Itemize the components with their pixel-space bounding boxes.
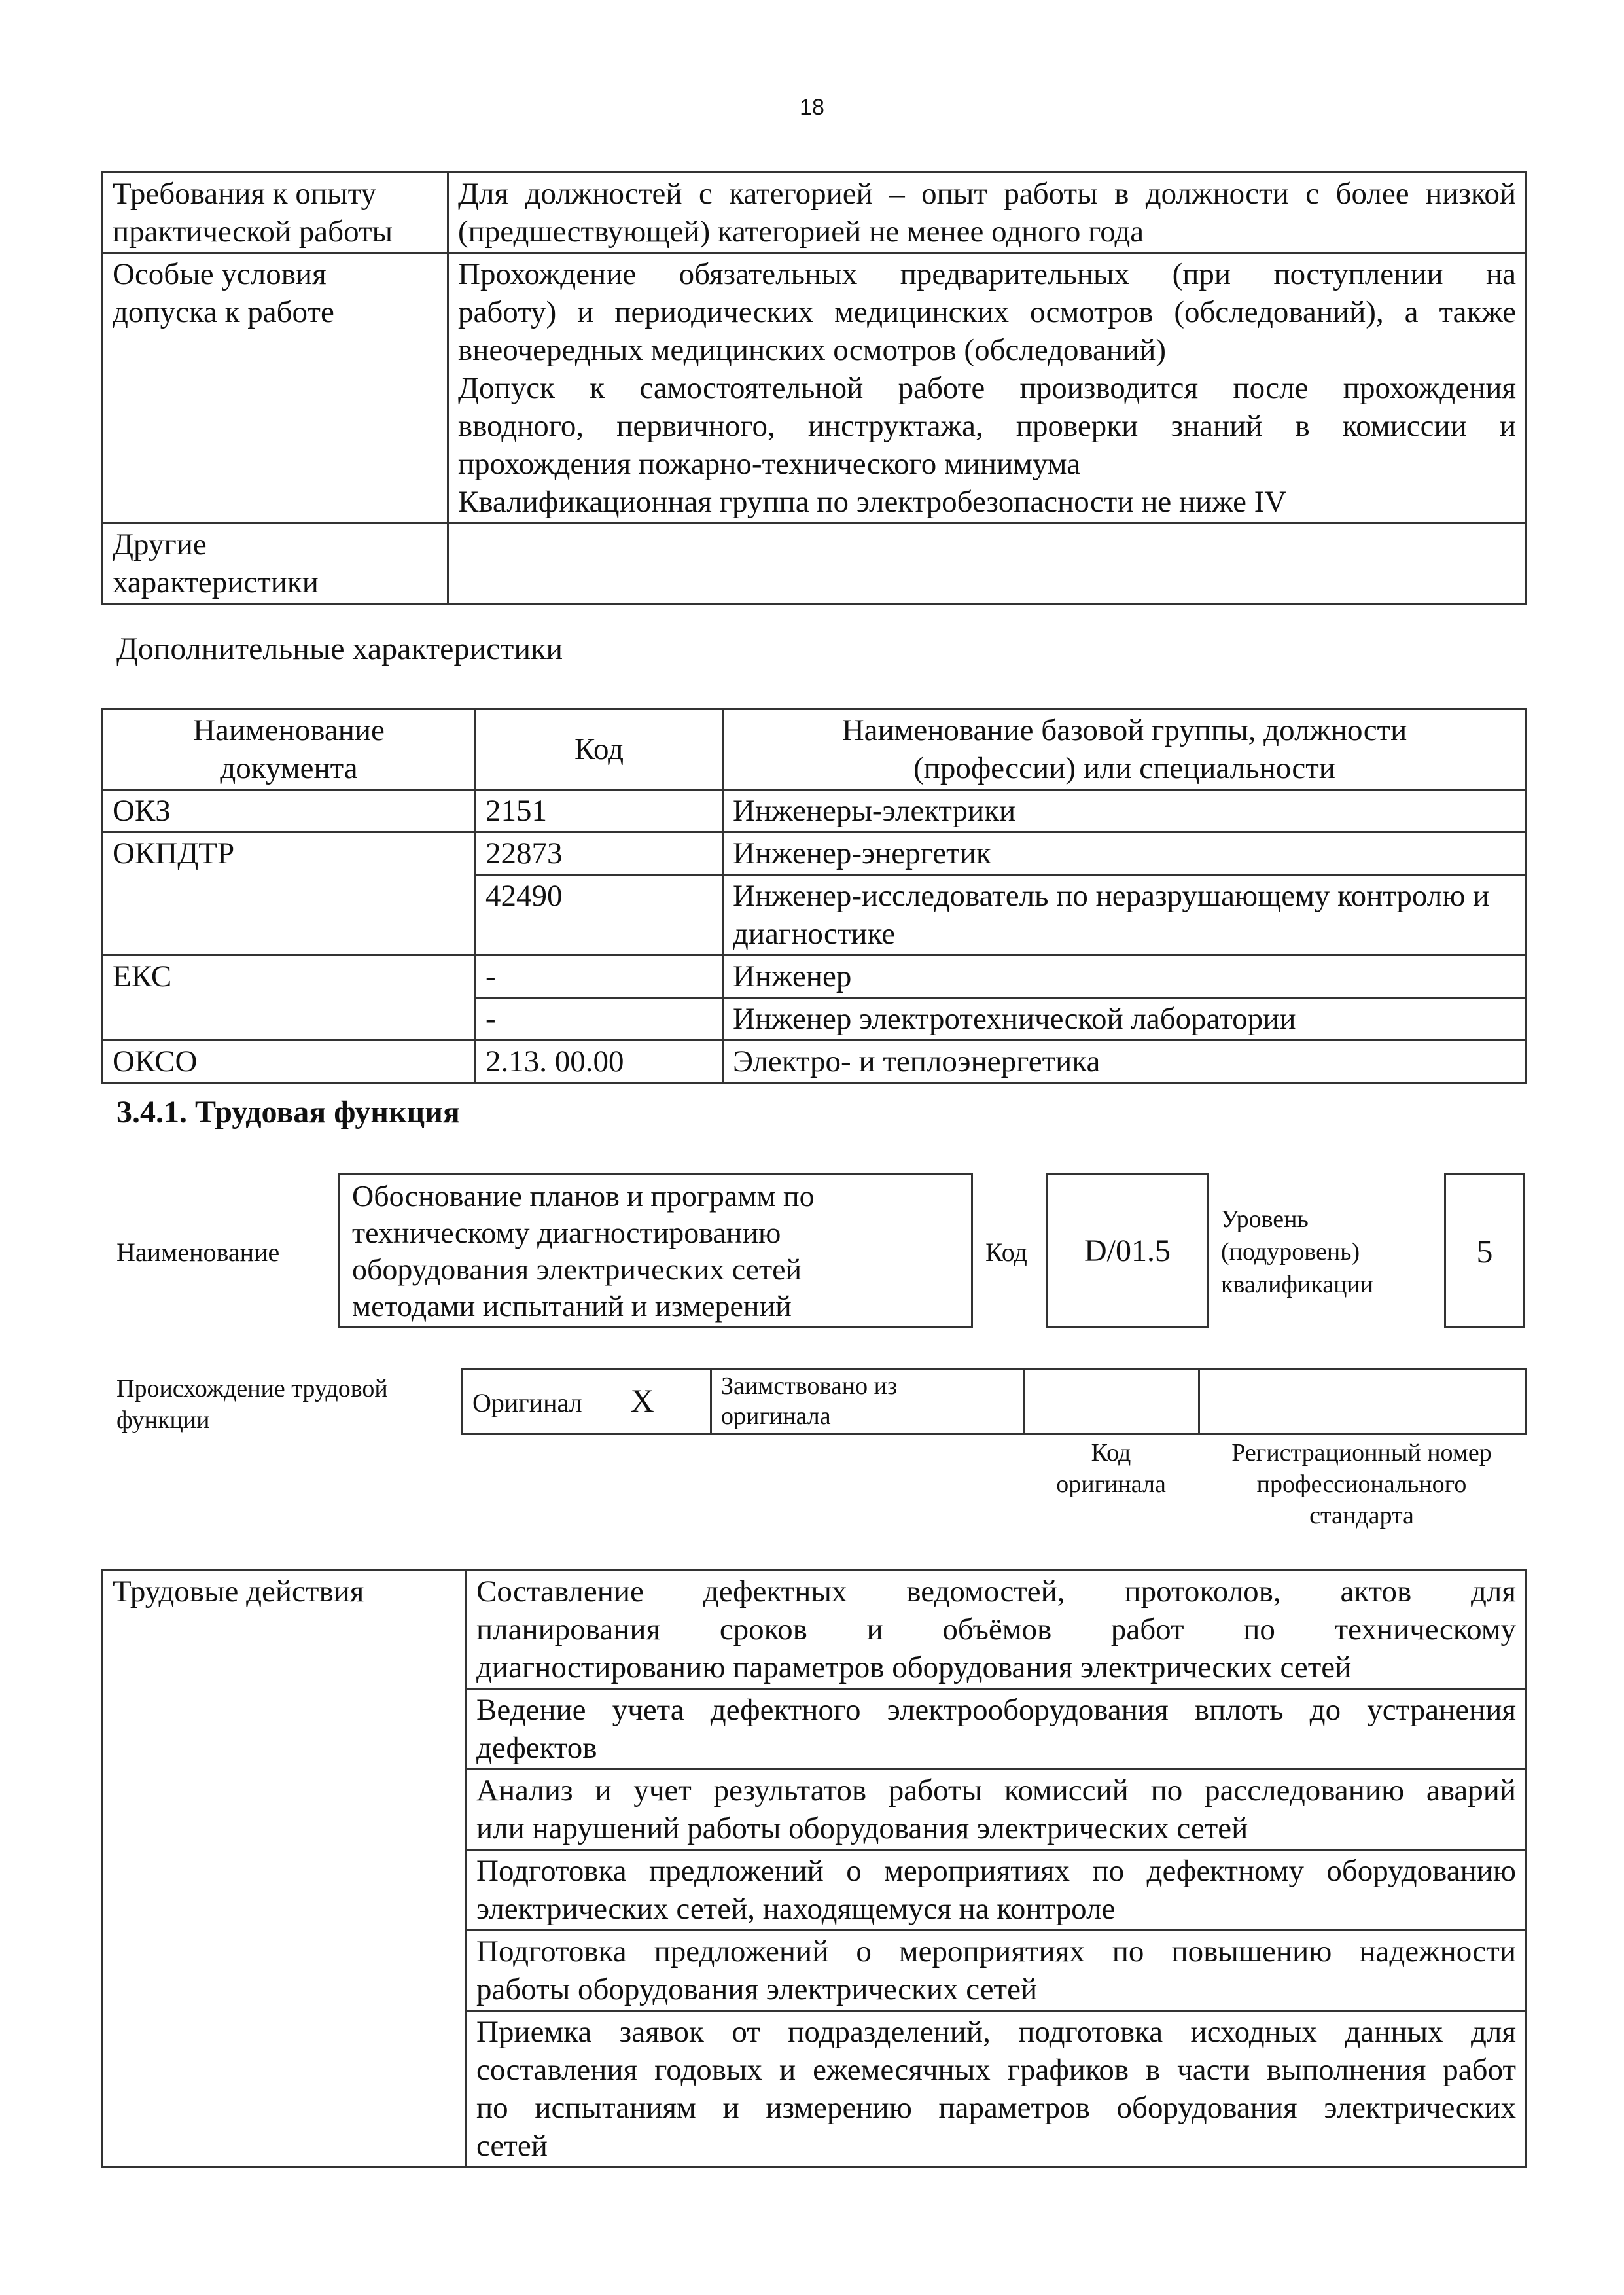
code-label: Код: [985, 1237, 1027, 1267]
cell-code: 42490: [476, 875, 723, 955]
code-box: [1046, 1173, 1209, 1328]
cell-code: 2.13. 00.00: [476, 1041, 723, 1083]
code-value: D/01.5: [1084, 1234, 1171, 1268]
table-row: [103, 253, 1527, 524]
cell-doc: [103, 998, 476, 1041]
origin-label: Происхождение трудовой функции: [116, 1375, 388, 1434]
additional-title: Дополнительные характеристики: [116, 632, 563, 666]
table-row: [103, 998, 1527, 1041]
cell-doc: ОКСО: [103, 1041, 476, 1083]
table-row: [103, 524, 1527, 604]
row-label: Особые условия допуска к работе: [103, 253, 448, 524]
reg-number-cell: [1199, 1369, 1527, 1434]
header-doc: Наименование документа: [103, 709, 476, 790]
function-name-box: Обоснование планов и программ по техническому диагностированию оборудования электрических сетей методами испытаний и измерений: [338, 1173, 973, 1328]
cell-name: Инженер: [723, 955, 1527, 998]
cell-code: -: [476, 955, 723, 998]
table-row: [463, 1369, 1527, 1434]
level-label: Уровень (подуровень) квалификации: [1221, 1205, 1374, 1298]
requirements-table: [101, 171, 1527, 605]
cell-code: 2151: [476, 790, 723, 832]
labor-action-item: Приемка заявок от подразделений, подготовка исходных данных для составления годовых и ежемесячных графиков в части выполнения работ по испытаниям и измерению параметров оборудования электрических сетей: [467, 2011, 1527, 2167]
cell-doc: [103, 875, 476, 955]
labor-action-item: Подготовка предложений о мероприятиях по повышению надежности работы оборудования электрических сетей: [467, 1930, 1527, 2011]
cell-code: -: [476, 998, 723, 1041]
section-title: 3.4.1. Трудовая функция: [116, 1095, 460, 1130]
cell-name: Инженер электротехнической лаборатории: [723, 998, 1527, 1041]
header-name: Наименование базовой группы, должности (профессии) или специальности: [723, 709, 1527, 790]
cell-name: Инженер-энергетик: [723, 832, 1527, 875]
name-label: Наименование: [116, 1237, 280, 1267]
table-row: [103, 955, 1527, 998]
table-row: [103, 790, 1527, 832]
header-code: Код: [476, 709, 723, 790]
original-cell: Оригинал X: [463, 1369, 711, 1434]
labor-action-item: Ведение учета дефектного электрооборудования вплоть до устранения дефектов: [467, 1689, 1527, 1770]
table-row: [103, 832, 1527, 875]
table-row: [103, 1571, 1527, 1689]
cell-doc: ОКПДТР: [103, 832, 476, 875]
cell-code: 22873: [476, 832, 723, 875]
table-header-row: [103, 709, 1527, 790]
row-label: Требования к опыту практической работы: [103, 173, 448, 253]
origin-table: [461, 1368, 1527, 1435]
level-value: 5: [1476, 1232, 1493, 1270]
labor-action-item: Составление дефектных ведомостей, протоколов, актов для планирования сроков и объёмов работ по техническому диагностированию параметров оборудования электрических сетей: [467, 1571, 1527, 1689]
labor-actions-table: [101, 1569, 1527, 2168]
row-value: Прохождение обязательных предварительных (при поступлении на работу) и периодических медицинских осмотров (обследований), а также внеочередных медицинских осмотров (обследований) Допуск к самостоятельной работе производится после прохождения вводного, первичного, инструктажа, проверки знаний в комиссии и прохождения пожарно-технического минимума Квалификационная группа по электробезопасности не ниже IV: [448, 253, 1527, 524]
table-row: [103, 875, 1527, 955]
row-value: [448, 524, 1527, 604]
code-original-cell: [1024, 1369, 1199, 1434]
original-mark: X: [630, 1381, 654, 1419]
labor-action-item: Анализ и учет результатов работы комиссий по расследованию аварий или нарушений работы оборудования электрических сетей: [467, 1770, 1527, 1850]
page-number: 18: [800, 95, 824, 120]
reg-number-caption: Регистрационный номер профессионального стандарта: [1231, 1439, 1492, 1529]
borrowed-cell: Заимствовано из оригинала: [711, 1369, 1024, 1434]
level-box: [1444, 1173, 1525, 1328]
table-row: [103, 173, 1527, 253]
cell-name: Инженеры-электрики: [723, 790, 1527, 832]
labor-action-item: Подготовка предложений о мероприятиях по дефектному оборудованию электрических сетей, находящемуся на контроле: [467, 1850, 1527, 1930]
additional-table: [101, 708, 1527, 1084]
table-row: [103, 1041, 1527, 1083]
code-original-caption: Код оригинала: [1056, 1439, 1166, 1498]
cell-doc: ОКЗ: [103, 790, 476, 832]
cell-name: Инженер-исследователь по неразрушающему контролю и диагностике: [723, 875, 1527, 955]
row-label: Другие характеристики: [103, 524, 448, 604]
row-value: Для должностей с категорией – опыт работы в должности с более низкой (предшествующей) категорией не менее одного года: [448, 173, 1527, 253]
cell-doc: ЕКС: [103, 955, 476, 998]
labor-actions-label: Трудовые действия: [103, 1571, 467, 2167]
cell-name: Электро- и теплоэнергетика: [723, 1041, 1527, 1083]
